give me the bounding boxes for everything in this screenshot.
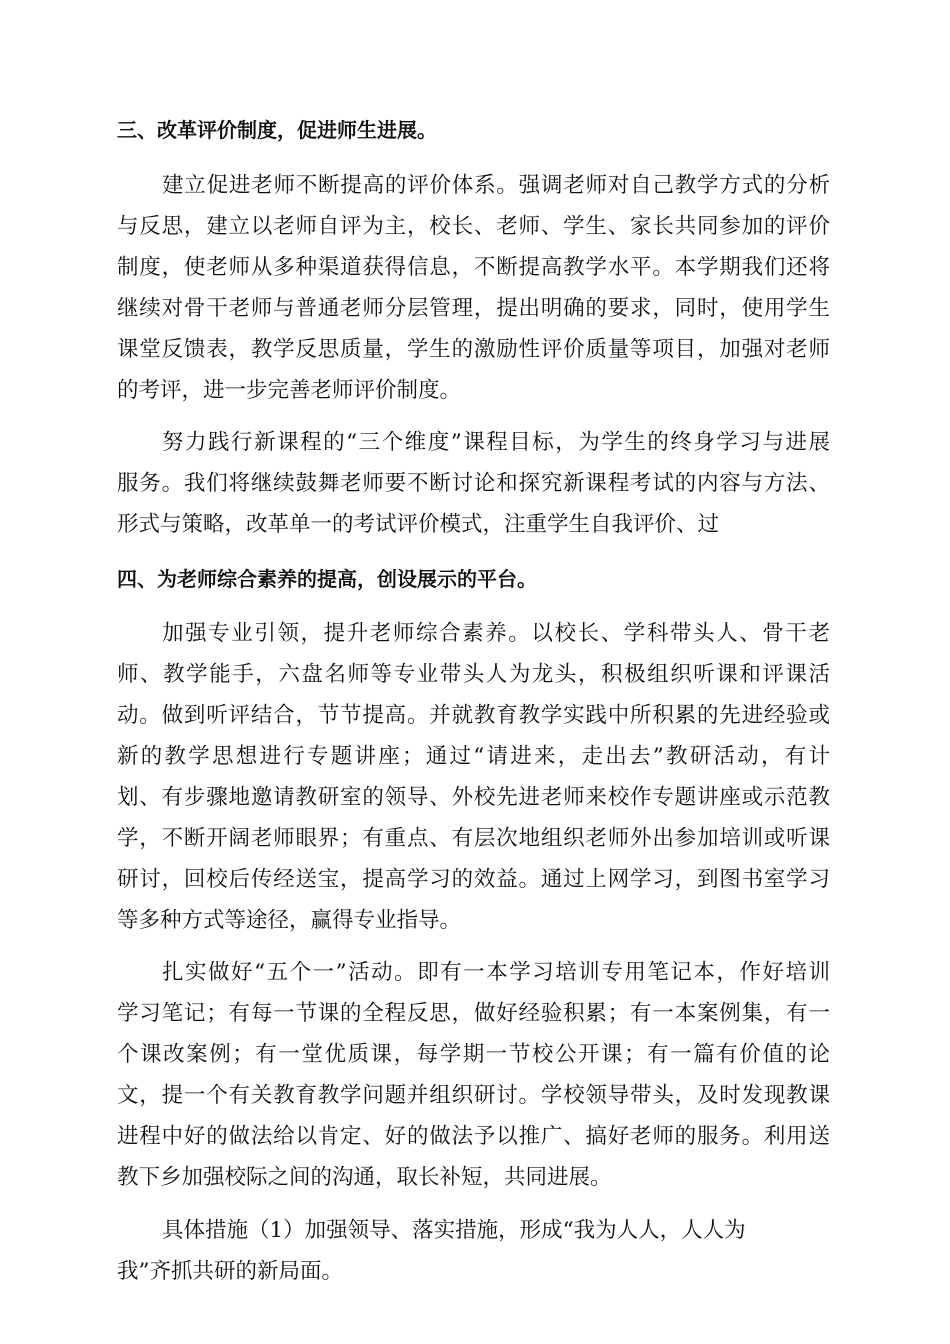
paragraph-line: 加强专业引领，提升老师综合素养。以校长、学科带头人、骨干老 [162,621,830,646]
paragraph-line: 学，不断开阔老师眼界；有重点、有层次地组织老师外出参加培训或听课 [117,826,830,851]
paragraph-line: 划、有步骤地邀请教研室的领导、外校先进老师来校作专题讲座或示范教 [117,785,830,810]
section-heading: 四、为老师综合素养的提高，创设展示的平台。 [117,567,537,591]
paragraph-line: 形式与策略，改革单一的考试评价模式，注重学生自我评价、过 [117,512,720,537]
paragraph-line: 进程中好的做法给以肯定、好的做法予以推广、搞好老师的服务。利用送 [117,1124,830,1149]
paragraph-line: 新的教学思想进行专题讲座；通过“请进来，走出去”教研活动，有计 [117,744,830,769]
paragraph-line: 等多种方式等途径，赢得专业指导。 [117,908,462,933]
section-heading: 三、改革评价制度，促进师生进展。 [117,118,437,142]
paragraph-line: 努力践行新课程的“三个维度”课程目标，为学生的终身学习与进展 [162,430,830,455]
paragraph-line: 具体措施（1）加强领导、落实措施，形成“我为人人，人人为 [162,1218,746,1243]
paragraph-line: 服务。我们将继续鼓舞老师要不断讨论和探究新课程考试的内容与方法、 [117,471,830,496]
paragraph-line: 与反思，建立以老师自评为主，校长、老师、学生、家长共同参加的评价 [117,214,830,239]
paragraph-line: 研讨，回校后传经送宝，提高学习的效益。通过上网学习，到图书室学习 [117,867,830,892]
paragraph-line: 扎实做好“五个一”活动。即有一本学习培训专用笔记本，作好培训 [162,960,830,985]
paragraph-line: 文，提一个有关教育教学问题并组织研讨。学校领导带头，及时发现教课 [117,1083,830,1108]
paragraph-line: 建立促进老师不断提高的评价体系。强调老师对自己教学方式的分析 [162,173,830,198]
paragraph-line: 制度，使老师从多种渠道获得信息，不断提高教学水平。本学期我们还将 [117,255,830,280]
paragraph-line: 动。做到听评结合，节节提高。并就教育教学实践中所积累的先进经验或 [117,703,830,728]
paragraph-line: 继续对骨干老师与普通老师分层管理，提出明确的要求，同时，使用学生 [117,296,830,321]
paragraph-line: 教下乡加强校际之间的沟通，取长补短，共同进展。 [117,1165,612,1190]
paragraph-line: 课堂反馈表，教学反思质量，学生的激励性评价质量等项目，加强对老师 [117,337,830,362]
paragraph-line: 师、教学能手，六盘名师等专业带头人为龙头，积极组织听课和评课活 [117,662,830,687]
paragraph-line: 的考评，进一步完善老师评价制度。 [117,378,462,403]
paragraph-line: 学习笔记；有每一节课的全程反思，做好经验积累；有一本案例集，有一 [117,1001,830,1026]
paragraph-line: 个课改案例；有一堂优质课，每学期一节校公开课；有一篇有价值的论 [117,1042,830,1067]
paragraph-line: 我”齐抓共研的新局面。 [117,1259,343,1284]
